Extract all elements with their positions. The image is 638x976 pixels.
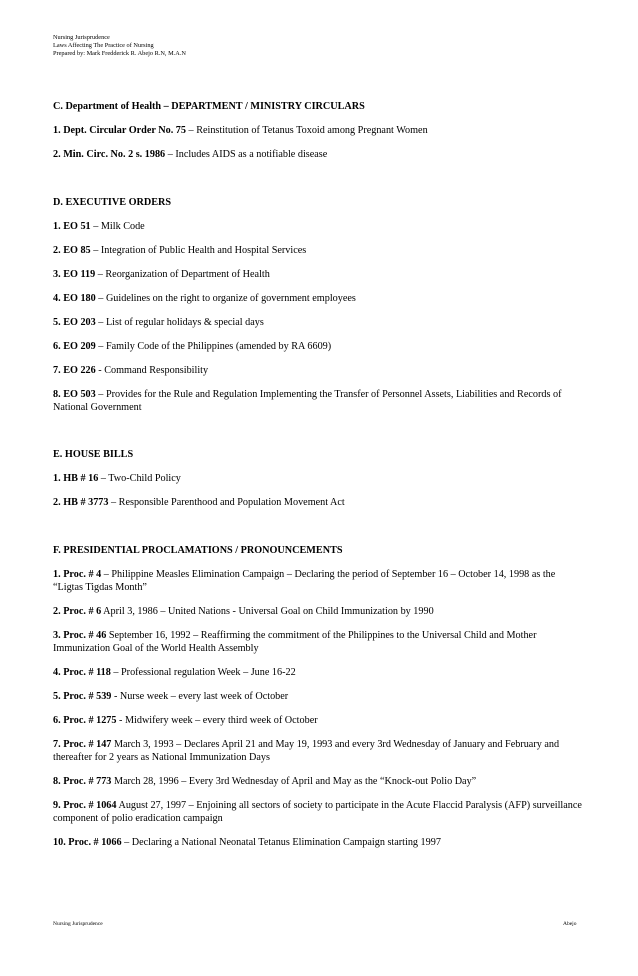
item-label: 10. Proc. # 1066 (53, 837, 122, 848)
item-label: 3. Proc. # 46 (53, 630, 107, 641)
item-text: March 28, 1996 – Every 3rd Wednesday of April and May as the “Knock-out Polio Day” (111, 776, 477, 787)
list-item (53, 836, 583, 849)
footer-left: Nursing Jurisprudence (53, 921, 103, 927)
list-item (53, 220, 583, 233)
item-label: 5. Proc. # 539 (53, 691, 112, 702)
item-text: – Provides for the Rule and Regulation Implementing the Transfer of Personnel Assets, Liabilities and Records of National Government (53, 389, 562, 413)
list-item (53, 388, 583, 414)
item-text: – Reorganization of Department of Health (95, 269, 270, 280)
header-line-author: Prepared by: Mark Fredderick R. Abejo R.N, M.A.N (53, 50, 186, 58)
list-item (53, 690, 583, 703)
section-title-house-bills: E. HOUSE BILLS (53, 449, 134, 460)
item-label: 7. EO 226 (53, 365, 96, 376)
item-label: 2. EO 85 (53, 245, 91, 256)
item-label: 2. Min. Circ. No. 2 s. 1986 (53, 149, 166, 160)
document-body (53, 100, 583, 849)
item-text: - Nurse week – every last week of October (111, 691, 289, 702)
item-text: - Command Responsibility (95, 365, 209, 376)
list-item (53, 738, 583, 764)
footer-right: Abejo (563, 921, 577, 927)
item-label: 1. Proc. # 4 (53, 569, 102, 580)
item-text: September 16, 1992 – Reaffirming the commitment of the Philippines to the Universal Child and Mother Immunization Goal of the World Health Assembly (53, 630, 537, 654)
item-text: – Philippine Measles Elimination Campaign – Declaring the period of September 16 – October 14, 1998 as the “Ligtas Tigdas Month” (53, 569, 556, 593)
list-item (53, 666, 583, 679)
list-item (53, 775, 583, 788)
item-text: – Professional regulation Week – June 16-22 (110, 667, 296, 678)
item-text: – List of regular holidays & special days (95, 317, 264, 328)
list-item (53, 148, 583, 161)
item-label: 4. EO 180 (53, 293, 96, 304)
list-item (53, 340, 583, 353)
item-label: 1. HB # 16 (53, 473, 99, 484)
item-label: 9. Proc. # 1064 (53, 800, 117, 811)
item-text: – Guidelines on the right to organize of government employees (95, 293, 356, 304)
item-label: 8. EO 503 (53, 389, 96, 400)
header-line-course: Nursing Jurisprudence (53, 34, 110, 41)
list-item (53, 799, 583, 825)
section-title-executive-orders: D. EXECUTIVE ORDERS (53, 197, 172, 208)
item-text: – Reinstitution of Tetanus Toxoid among Pregnant Women (186, 125, 428, 136)
item-text: – Two-Child Policy (98, 473, 181, 484)
item-label: 6. Proc. # 1275 (53, 715, 117, 726)
item-label: 1. EO 51 (53, 221, 91, 232)
item-text: – Includes AIDS as a notifiable disease (165, 149, 328, 160)
item-text: – Integration of Public Health and Hospital Services (90, 245, 307, 256)
section-title-proclamations: F. PRESIDENTIAL PROCLAMATIONS / PRONOUNCEMENTS (53, 545, 343, 556)
list-item (53, 292, 583, 305)
list-item (53, 605, 583, 618)
item-text: March 3, 1993 – Declares April 21 and May 19, 1993 and every 3rd Wednesday of January and February and thereafter for 2 years as National Immunization Days (53, 739, 560, 763)
item-text: August 27, 1997 – Enjoining all sectors of society to participate in the Acute Flaccid Paralysis (AFP) surveillance component of polio eradication campaign (53, 800, 582, 824)
list-item (53, 316, 583, 329)
list-item (53, 472, 583, 485)
item-label: 1. Dept. Circular Order No. 75 (53, 125, 186, 136)
item-text: – Declaring a National Neonatal Tetanus Elimination Campaign starting 1997 (121, 837, 441, 848)
item-label: 8. Proc. # 773 (53, 776, 112, 787)
item-label: 5. EO 203 (53, 317, 96, 328)
item-label: 2. Proc. # 6 (53, 606, 102, 617)
item-label: 6. EO 209 (53, 341, 96, 352)
item-label: 7. Proc. # 147 (53, 739, 112, 750)
list-item (53, 268, 583, 281)
item-text: April 3, 1986 – United Nations - Universal Goal on Child Immunization by 1990 (101, 606, 434, 617)
list-item (53, 568, 583, 594)
list-item (53, 714, 583, 727)
list-item (53, 124, 583, 137)
list-item (53, 496, 583, 509)
list-item (53, 364, 583, 377)
item-label: 4. Proc. # 118 (53, 667, 111, 678)
item-label: 3. EO 119 (53, 269, 96, 280)
page-header (53, 34, 186, 59)
item-text: - Midwifery week – every third week of October (116, 715, 318, 726)
item-text: – Family Code of the Philippines (amended by RA 6609) (95, 341, 332, 352)
section-title-doh-circulars: C. Department of Health – DEPARTMENT / MINISTRY CIRCULARS (53, 101, 365, 112)
list-item (53, 244, 583, 257)
list-item (53, 629, 583, 655)
item-text: – Milk Code (90, 221, 145, 232)
header-line-topic: Laws Affecting The Practice of Nursing (53, 42, 154, 50)
item-label: 2. HB # 3773 (53, 497, 109, 508)
item-text: – Responsible Parenthood and Population Movement Act (108, 497, 345, 508)
